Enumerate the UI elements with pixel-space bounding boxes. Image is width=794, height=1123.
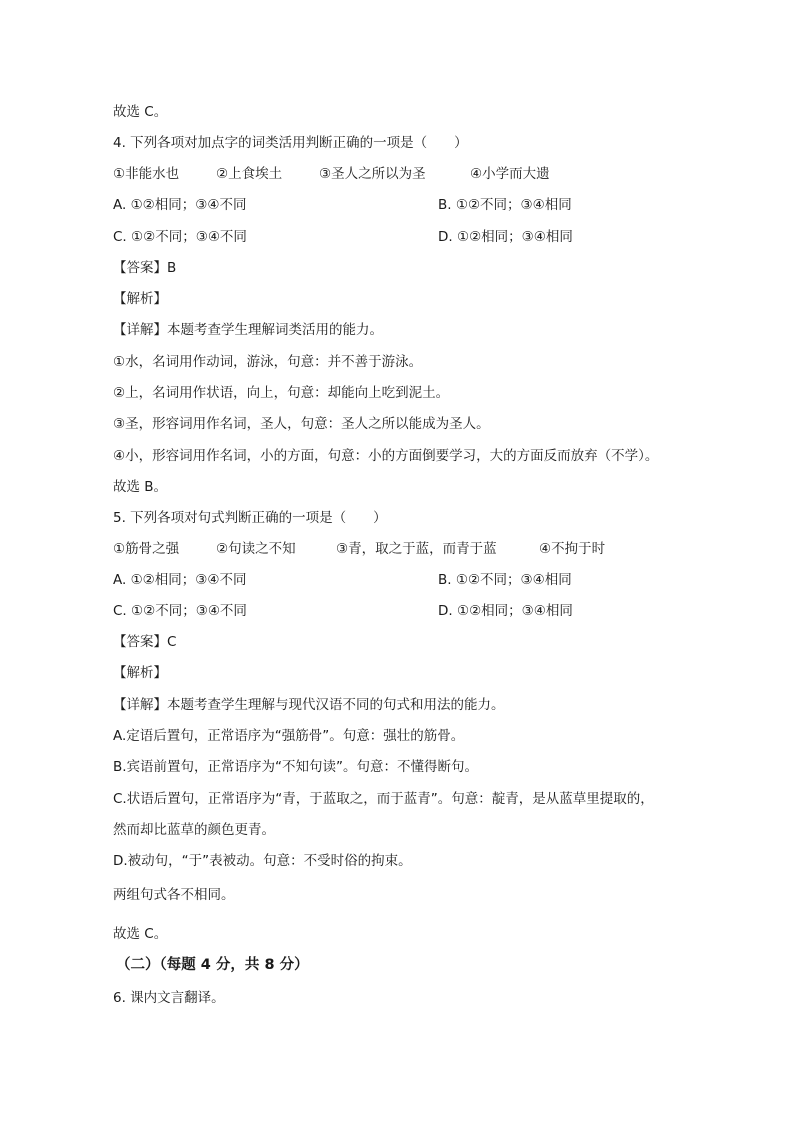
- q4-point-3: ③圣，形容词用作名词，圣人，句意：圣人之所以能成为圣人。: [113, 416, 490, 432]
- q5-point-d: D.被动句，“于”表被动。句意：不受时俗的拘束。: [113, 853, 412, 869]
- q5-point-c-continued: 然而却比蓝草的颜色更青。: [113, 822, 275, 838]
- q5-point-a: A.定语后置句，正常语序为“强筋骨”。句意：强壮的筋骨。: [113, 728, 465, 744]
- q4-item-3: ③圣人之所以为圣: [319, 166, 426, 182]
- q5-option-a: A. ①②相同；③④不同: [113, 572, 247, 588]
- q5-item-3: ③青，取之于蓝，而青于蓝: [336, 541, 497, 557]
- q5-analysis-label: 【解析】: [113, 665, 167, 681]
- q4-answer: 【答案】B: [113, 260, 177, 276]
- q4-option-a: A. ①②相同；③④不同: [113, 197, 247, 213]
- q5-summary: 两组句式各不相同。: [113, 887, 235, 903]
- q6-stem: 6. 课内文言翻译。: [113, 990, 225, 1006]
- q5-point-c: C.状语后置句，正常语序为“青，于蓝取之，而于蓝青”。句意：靛青，是从蓝草里提取的，: [113, 791, 654, 807]
- q4-item-4: ④小学而大遗: [470, 166, 550, 182]
- q4-point-2: ②上，名词用作状语，向上，句意：却能向上吃到泥土。: [113, 385, 450, 401]
- q3-conclusion: 故选 C。: [113, 104, 168, 120]
- q4-item-1: ①非能水也: [113, 166, 180, 182]
- q5-option-d: D. ①②相同；③④相同: [438, 603, 573, 619]
- q5-point-b: B.宾语前置句，正常语序为“不知句读”。句意：不懂得断句。: [113, 759, 479, 775]
- q5-option-c: C. ①②不同；③④不同: [113, 603, 247, 619]
- q4-option-c: C. ①②不同；③④不同: [113, 229, 247, 245]
- section-2-title: （二）（每题 4 分，共 8 分）: [116, 957, 309, 973]
- q4-point-1: ①水，名词用作动词，游泳，句意：并不善于游泳。: [113, 354, 423, 370]
- q4-point-4: ④小，形容词用作名词，小的方面，句意：小的方面倒要学习，大的方面反而放弃（不学）。: [113, 448, 659, 464]
- q5-item-2: ②句读之不知: [216, 541, 296, 557]
- q4-item-2: ②上食埃土: [216, 166, 283, 182]
- q5-item-1: ①筋骨之强: [113, 541, 180, 557]
- q4-analysis-label: 【解析】: [113, 291, 167, 307]
- q4-detail: 【详解】本题考查学生理解词类活用的能力。: [113, 322, 383, 338]
- q5-option-b: B. ①②不同；③④相同: [438, 572, 572, 588]
- q5-stem: 5. 下列各项对句式判断正确的一项是（ ）: [113, 510, 387, 526]
- q5-answer: 【答案】C: [113, 634, 177, 650]
- q5-item-4: ④不拘于时: [539, 541, 606, 557]
- q4-stem: 4. 下列各项对加点字的词类活用判断正确的一项是（ ）: [113, 135, 468, 151]
- q5-detail: 【详解】本题考查学生理解与现代汉语不同的句式和用法的能力。: [113, 697, 505, 713]
- q4-option-b: B. ①②不同；③④相同: [438, 197, 572, 213]
- q5-conclusion: 故选 C。: [113, 926, 168, 942]
- q4-conclusion: 故选 B。: [113, 479, 168, 495]
- q4-option-d: D. ①②相同；③④相同: [438, 229, 573, 245]
